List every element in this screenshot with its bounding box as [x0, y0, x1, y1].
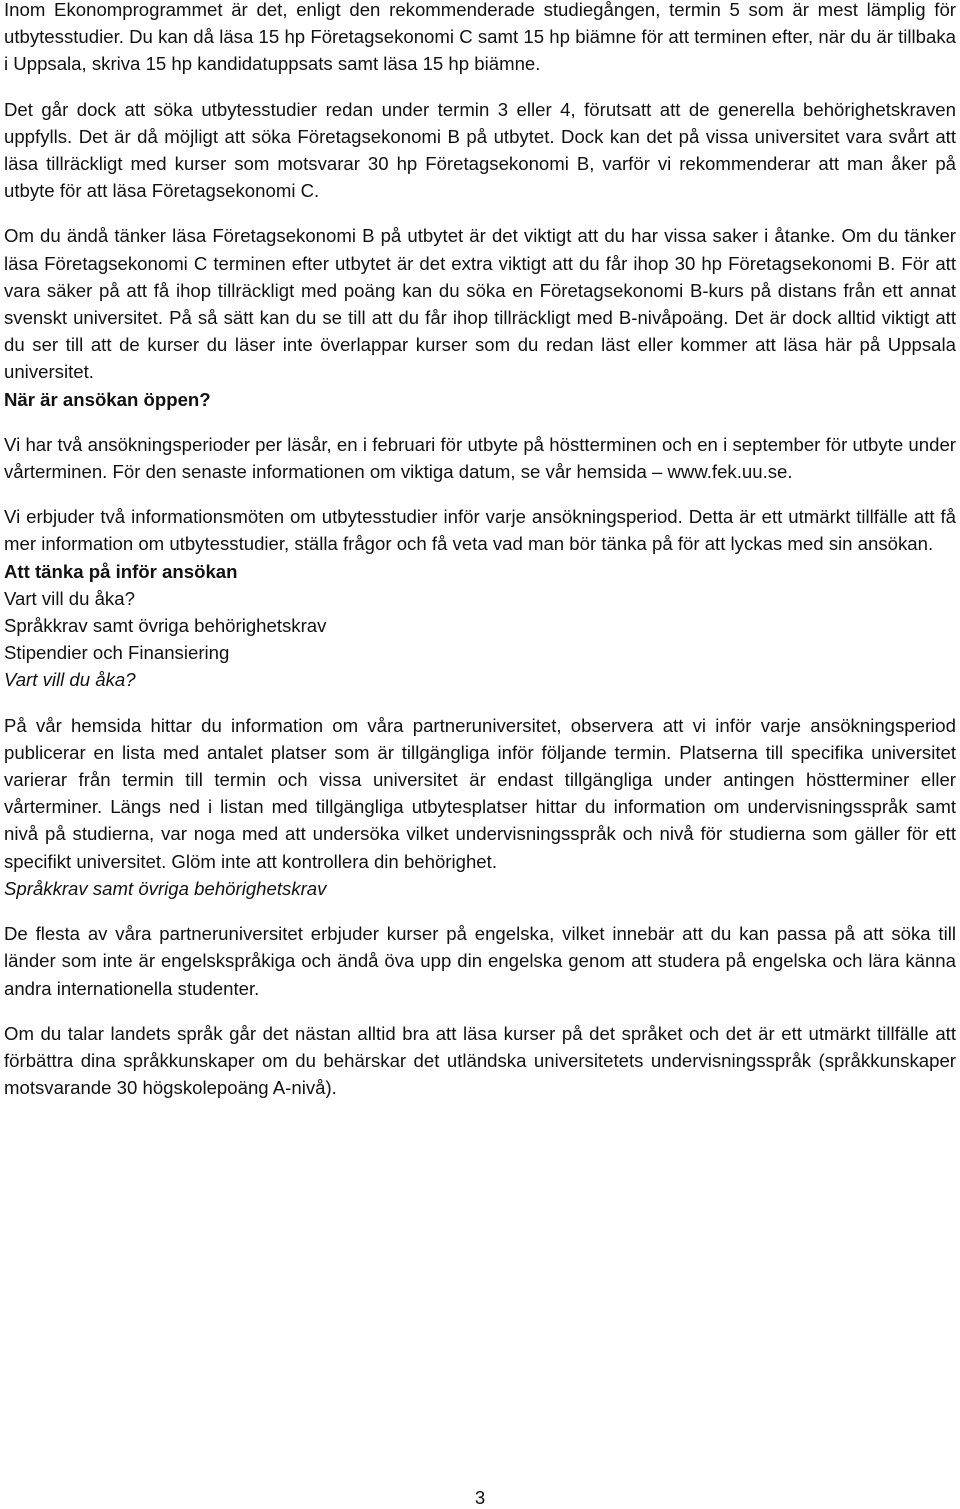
- paragraph-early-exchange: Det går dock att söka utbytesstudier redan under termin 3 eller 4, förutsatt att de generella behörighetskraven uppfylls. Det är då möjligt att söka Företagsekonomi B på utbytet. Dock kan det på vissa universitet vara svårt att läsa tillräckligt med kurser som motsvarar 30 hp Företagsekonomi B, varför vi rekommenderar att man åker på utbyte för att läsa Företagsekonomi C.: [4, 98, 956, 202]
- paragraph-application-periods: Vi har två ansökningsperioder per läsår, en i februari för utbyte på höstterminen och en i september för utbyte under vårterminen. För den senaste informationen om viktiga datum, se vår hemsida – www.fek.uu.se.: [4, 433, 956, 483]
- heading-before-application: Att tänka på inför ansökan: [4, 560, 238, 582]
- subheading-destination: Vart vill du åka?: [4, 669, 136, 691]
- list-item-funding: Stipendier och Finansiering: [4, 642, 230, 664]
- paragraph-b-level-advice: Om du ändå tänker läsa Företagsekonomi B på utbytet är det viktigt att du har vissa saker i åtanke. Om du tänker läsa Företagsekonomi C terminen efter utbytet är det extra viktigt att du får ihop 30 hp Företagsekonomi B. För att vara säker på att få ihop tillräckligt med poäng kan du söka en Företagsekonomi B-kurs på distans från ett annat svenskt universitet. På så sätt kan du se till att du får ihop tillräckligt med B-nivåpoäng. Det är dock alltid viktigt att du ser till att de kurser du läser inte överlappar kurser som du redan läst eller kommer att läsa här på Uppsala universitet.: [4, 225, 956, 383]
- paragraph-partner-universities: På vår hemsida hittar du information om våra partneruniversitet, observera att vi inför varje ansökningsperiod publicerar en lista med antalet platser som är tillgängliga inför följande termin. Platserna till specifika universitet varierar från termin till termin och vissa universitet är endast tillgängliga under antingen höstterminer eller vårterminer. Längs ned i listan med tillgängliga utbytesplatser hittar du information om undervisningsspråk samt nivå på studierna, var noga med att undersöka vilket undervisningsspråk och nivå för studierna som gäller för ett specifikt universitet. Glöm inte att kontrollera din behörighet.: [4, 714, 956, 872]
- page-number: 3: [474, 1487, 486, 1508]
- document-page: [4, 0, 956, 1101]
- list-item-requirements: Språkkrav samt övriga behörighetskrav: [4, 615, 327, 637]
- paragraph-local-language: Om du talar landets språk går det nästan alltid bra att läsa kurser på det språket och det är ett utmärkt tillfälle att förbättra dina språkkunskaper om du behärskar det utländska universitetets undervisningsspråk (språkkunskaper motsvarande 30 högskolepoäng A-nivå).: [4, 1022, 956, 1099]
- subheading-requirements: Språkkrav samt övriga behörighetskrav: [4, 877, 327, 899]
- paragraph-study-plan: Inom Ekonomprogrammet är det, enligt den rekommenderade studiegången, termin 5 som är mest lämplig för utbytesstudier. Du kan då läsa 15 hp Företagsekonomi C samt 15 hp biämne för att terminen efter, när du är tillbaka i Uppsala, skriva 15 hp kandidatuppsats samt läsa 15 hp biämne.: [4, 0, 956, 75]
- paragraph-info-meetings: Vi erbjuder två informationsmöten om utbytesstudier inför varje ansökningsperiod. Detta är ett utmärkt tillfälle att få mer information om utbytesstudier, ställa frågor och få veta vad man bör tänka på för att lyckas med sin ansökan.: [4, 506, 956, 555]
- list-item-destination: Vart vill du åka?: [4, 587, 135, 609]
- heading-application-open: När är ansökan öppen?: [4, 388, 211, 410]
- paragraph-english-courses: De flesta av våra partneruniversitet erbjuder kurser på engelska, vilket innebär att du kan passa på att söka till länder som inte är engelskspråkiga och ändå öva upp din engelska genom att studera på engelska och lära känna andra internationella studenter.: [4, 923, 956, 999]
